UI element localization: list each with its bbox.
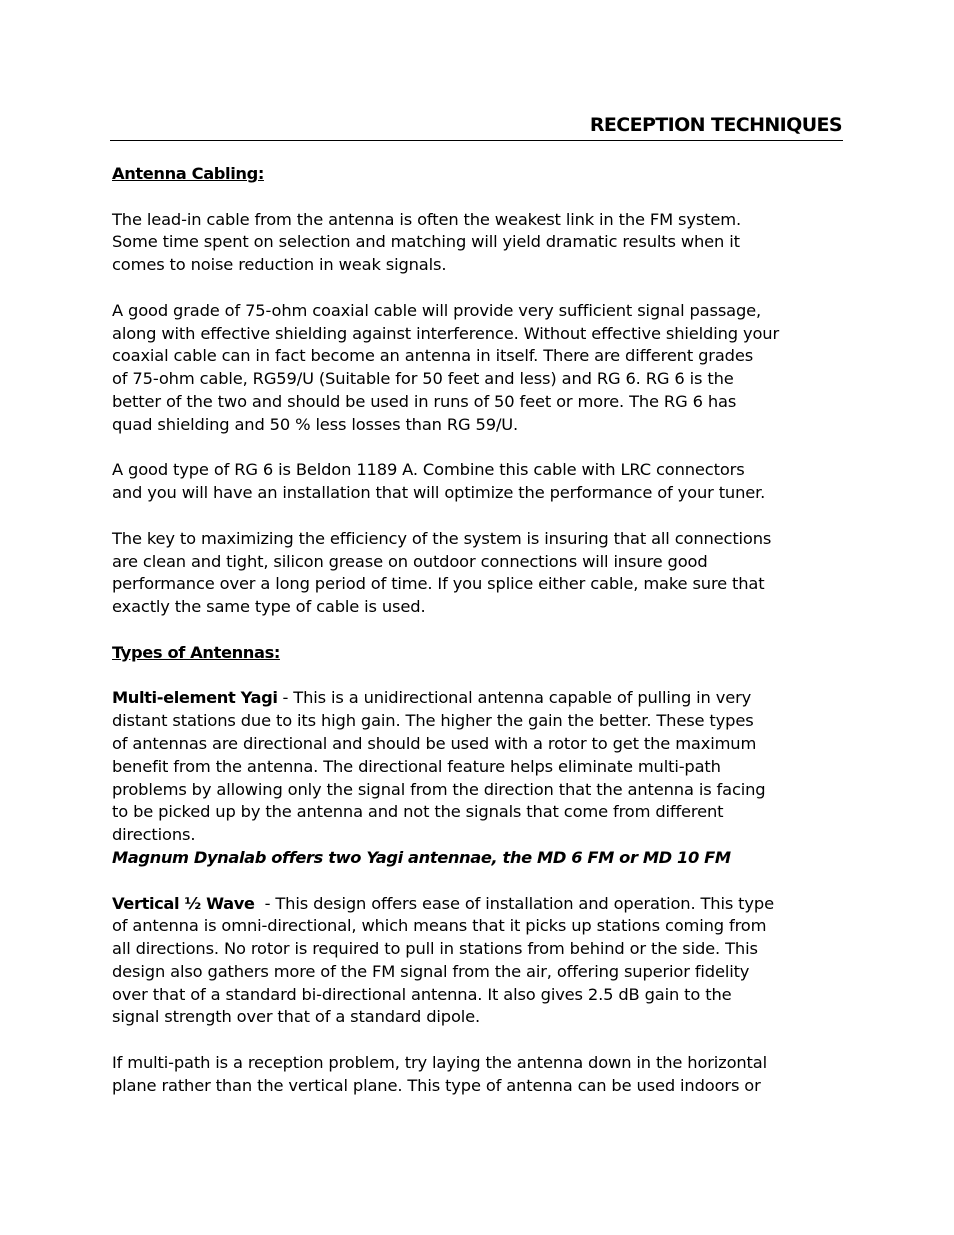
text-line: comes to noise reduction in weak signals. [112,255,447,275]
text-line: of antenna is omni-directional, which means that it picks up stations coming from [112,916,767,936]
page-title: RECEPTION TECHNIQUES [589,114,842,136]
text-line: benefit from the antenna. The directional feature helps eliminate multi-path [112,756,721,776]
text-line: A good type of RG 6 is Beldon 1189 A. Combine this cable with LRC connectors [112,460,745,480]
paragraph-gap [112,1029,852,1052]
section-heading-types-of-antennas: Types of Antennas: [112,642,280,662]
term-vertical-half-wave: Vertical ½ Wave [112,893,255,913]
text-line: The key to maximizing the efficiency of the system is insuring that all connections [112,528,772,548]
text-line: performance over a long period of time. If you splice either cable, make sure that [112,574,765,594]
text-line: quad shielding and 50 % less losses than RG 59/U. [112,414,519,434]
text-line: signal strength over that of a standard dipole. [112,1007,481,1027]
paragraph-gap [112,437,852,460]
text-line: over that of a standard bi-directional antenna. It also gives 2.5 dB gain to the [112,984,732,1004]
page-header [110,110,843,141]
product-note-yagi: Magnum Dynalab offers two Yagi antennae, the MD 6 FM or MD 10 FM [112,847,731,867]
paragraph-gap [112,277,852,300]
text-line: of antennas are directional and should be used with a rotor to get the maximum [112,733,757,753]
text-line: and you will have an installation that will optimize the performance of your tuner. [112,483,766,503]
text-run: - This is a unidirectional antenna capable of pulling in very [277,688,752,708]
text-line: exactly the same type of cable is used. [112,597,426,617]
text-line [112,893,852,916]
text-line: coaxial cable can in fact become an antenna in itself. There are different grades [112,346,754,366]
text-line: If multi-path is a reception problem, try laying the antenna down in the horizontal [112,1053,767,1073]
paragraph-multi-path [112,1052,852,1098]
term-multi-element-yagi: Multi-element Yagi [112,688,278,708]
paragraph-vertical-half-wave [112,893,852,1030]
text-line: problems by allowing only the signal from the direction that the antenna is facing [112,779,766,799]
paragraph-gap [112,505,852,528]
text-line: plane rather than the vertical plane. This type of antenna can be used indoors or [112,1075,761,1095]
text-line: along with effective shielding against interference. Without effective shielding your [112,323,779,343]
text-run: - This design offers ease of installation and operation. This type [254,893,774,913]
paragraph-multi-element-yagi [112,687,852,869]
text-line [112,687,852,710]
text-line: to be picked up by the antenna and not the signals that come from different [112,802,724,822]
text-line: Some time spent on selection and matching will yield dramatic results when it [112,232,740,252]
text-line: are clean and tight, silicon grease on outdoor connections will insure good [112,551,708,571]
text-line: distant stations due to its high gain. The higher the gain the better. These types [112,711,754,731]
section-heading-antenna-cabling: Antenna Cabling: [112,164,264,183]
paragraph-gap [112,870,852,893]
text-line: A good grade of 75-ohm coaxial cable will provide very sufficient signal passage, [112,300,762,320]
paragraph-gap [112,619,852,642]
paragraph-gap [112,186,852,209]
paragraph-coaxial-cable [112,300,852,437]
text-line: of 75-ohm cable, RG59/U (Suitable for 50 feet and less) and RG 6. RG 6 is the [112,369,734,389]
paragraph-rg6-type [112,459,852,505]
text-line: all directions. No rotor is required to pull in stations from behind or the side. This [112,939,758,959]
document-body [112,163,852,1098]
text-line: better of the two and should be used in runs of 50 feet or more. The RG 6 has [112,391,737,411]
text-line: directions. [112,825,196,845]
text-line: design also gathers more of the FM signal from the air, offering superior fidelity [112,961,750,981]
paragraph-connections [112,528,852,619]
text-line: The lead-in cable from the antenna is often the weakest link in the FM system. [112,209,742,229]
paragraph-gap [112,665,852,688]
paragraph-lead-in-cable [112,209,852,277]
